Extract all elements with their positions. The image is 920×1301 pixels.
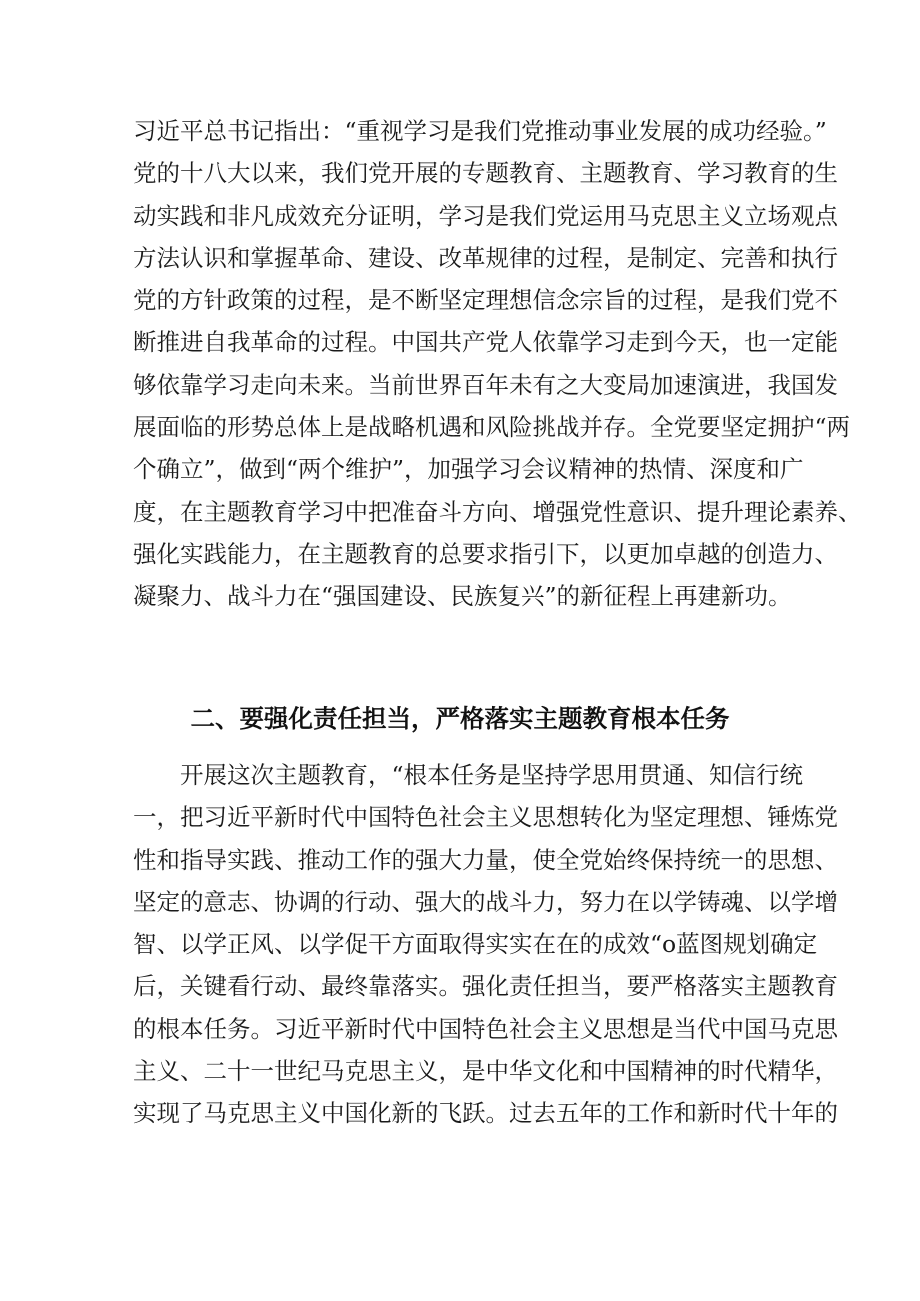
paragraph-line: 实现了马克思主义中国化新的飞跃。过去五年的工作和新时代十年的 — [133, 1099, 838, 1128]
paragraph-1 — [133, 110, 862, 618]
paragraph-line: 开展这次主题教育，“根本任务是坚持学思用贯通、知信行统 — [180, 761, 804, 789]
paragraph-line: 强化实践能力，在主题教育的总要求指引下，以更加卓越的创造力、 — [133, 539, 838, 568]
paragraph-line: 性和指导实践、推动工作的强大力量，使全党始终保持统一的思想、 — [133, 845, 838, 874]
paragraph-line: 主义、二十一世纪马克思主义，是中华文化和中国精神的时代精华， — [133, 1057, 838, 1086]
paragraph-line: 党的十八大以来，我们党开展的专题教育、主题教育、学习教育的生 — [133, 159, 838, 188]
paragraph-line: 党的方针政策的过程，是不断坚定理想信念宗旨的过程，是我们党不 — [133, 286, 838, 315]
paragraph-line: 凝聚力、战斗力在“强国建设、民族复兴”的新征程上再建新功。 — [133, 582, 792, 611]
paragraph-line: 动实践和非凡成效充分证明，学习是我们党运用马克思主义立场观点 — [133, 201, 838, 230]
paragraph-line: 个确立”，做到“两个维护”，加强学习会议精神的热情、深度和广 — [133, 455, 804, 484]
paragraph-line: 智、以学正风、以学促干方面取得实实在在的成效“o蓝图规划确定 — [133, 930, 818, 959]
paragraph-line: 后，关键看行动、最终靠落实。强化责任担当，要严格落实主题教育 — [133, 972, 838, 1001]
paragraph-line: 的根本任务。习近平新时代中国特色社会主义思想是当代中国马克思 — [133, 1014, 838, 1043]
paragraph-line: 习近平总书记指出：“重视学习是我们党推动事业发展的成功经验。” — [133, 117, 827, 145]
paragraph-line: 一，把习近平新时代中国特色社会主义思想转化为坚定理想、锤炼党 — [133, 803, 838, 832]
section-heading: 二、要强化责任担当，严格落实主题教育根本任务 — [190, 704, 730, 733]
paragraph-2 — [133, 754, 838, 1135]
paragraph-line: 断推进自我革命的过程。中国共产党人依靠学习走到今天，也一定能 — [133, 328, 838, 357]
paragraph-line: 方法认识和掌握革命、建设、改革规律的过程，是制定、完善和执行 — [133, 243, 838, 272]
paragraph-line: 坚定的意志、协调的行动、强大的战斗力，努力在以学铸魂、以学增 — [133, 887, 838, 916]
paragraph-line: 展面临的形势总体上是战略机遇和风险挑战并存。全党要坚定拥护“两 — [133, 413, 851, 442]
paragraph-line: 够依靠学习走向未来。当前世界百年未有之大变局加速演进，我国发 — [133, 370, 838, 399]
paragraph-line: 度，在主题教育学习中把准奋斗方向、增强党性意识、提升理论素养、 — [133, 497, 862, 526]
